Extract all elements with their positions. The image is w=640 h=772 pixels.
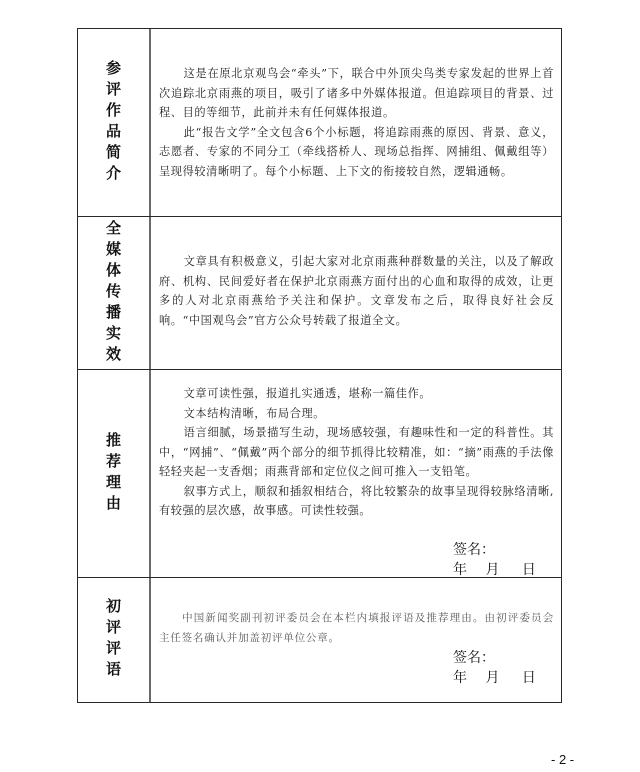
page-number: - 2 - [551,752,575,767]
signature-label: 签名： [453,650,495,666]
signature-block [453,648,536,688]
signature-date [453,560,536,580]
row-recommendation [78,370,561,578]
paragraph: 此“报告文学”全文包含6个小标题，将追踪雨燕的原因、背景、意义，志愿者、专家的不同分工（牵线搭桥人、现场总指挥、网捕组、佩戴组等）呈现得较清晰明了。每个小标题、上下文的衔接较自然，逻辑通畅。 [159,125,554,178]
label-cell [78,29,151,216]
row-media-impact [78,217,561,370]
signature-block [453,540,536,580]
label-cell [78,217,151,369]
signature-label: 签名： [453,542,495,558]
paragraph: 文本结构清晰，布局合理。 [183,406,326,420]
date-month: 月 [485,670,500,686]
label-cell [78,578,151,702]
paragraph: 文章可读性强，报道扎实通透，堪称一篇佳作。 [183,387,432,400]
row-preliminary-review [78,578,561,702]
row-work-summary [78,29,561,217]
instruction-text: 中国新闻奖副刊初评委员会在本栏内填报评语及推荐理由。由初评委员会主任签名确认并加盖初评单位公章。 [159,612,554,644]
paragraph: 叙事方式上，顺叙和插叙相结合，将比较繁杂的故事呈现得较脉络清晰,有较强的层次感，故事感。可读性较强。 [159,484,554,517]
content-cell [151,217,561,369]
signature-date [453,668,536,688]
paragraph: 语言细腻，场景描写生动，现场感较强，有趣味性和一定的科普性。其中，“网捕”、“佩戴”两个部分的细节抓得比较精准，如：“摘”雨燕的手法像轻轻夹起一支香烟；雨燕背部和定位仪之间可推入一支铅笔。 [159,426,554,478]
date-month: 月 [485,562,500,578]
date-day: 日 [521,670,536,686]
paragraph: 文章具有积极意义，引起大家对北京雨燕种群数量的关注，以及了解政府、机构、民间爱好者在保护北京雨燕方面付出的心血和取得的成效，让更多的人对北京雨燕给予关注和保护。文章发布之后，取得良好社会反响。“中国观鸟会”官方公众号转载了报道全文。 [159,255,554,327]
date-year: 年 [453,670,467,686]
content-cell [151,29,561,216]
date-year: 年 [453,562,467,578]
row-label: 推荐理由 [104,431,122,516]
label-cell [78,370,151,577]
evaluation-form-table [77,28,562,703]
date-day: 日 [521,562,536,578]
row-label: 参评作品简介 [104,59,122,186]
paragraph: 这是在原北京观鸟会“牵头”下，联合中外顶尖鸟类专家发起的世界上首次追踪北京雨燕的项目，吸引了诸多中外媒体报道。但追踪项目的背景、过程、目的等细节，此前并未有任何媒体报道。 [159,67,554,119]
row-label: 初评评语 [104,598,122,682]
row-label: 全媒体传播实效 [104,219,122,367]
